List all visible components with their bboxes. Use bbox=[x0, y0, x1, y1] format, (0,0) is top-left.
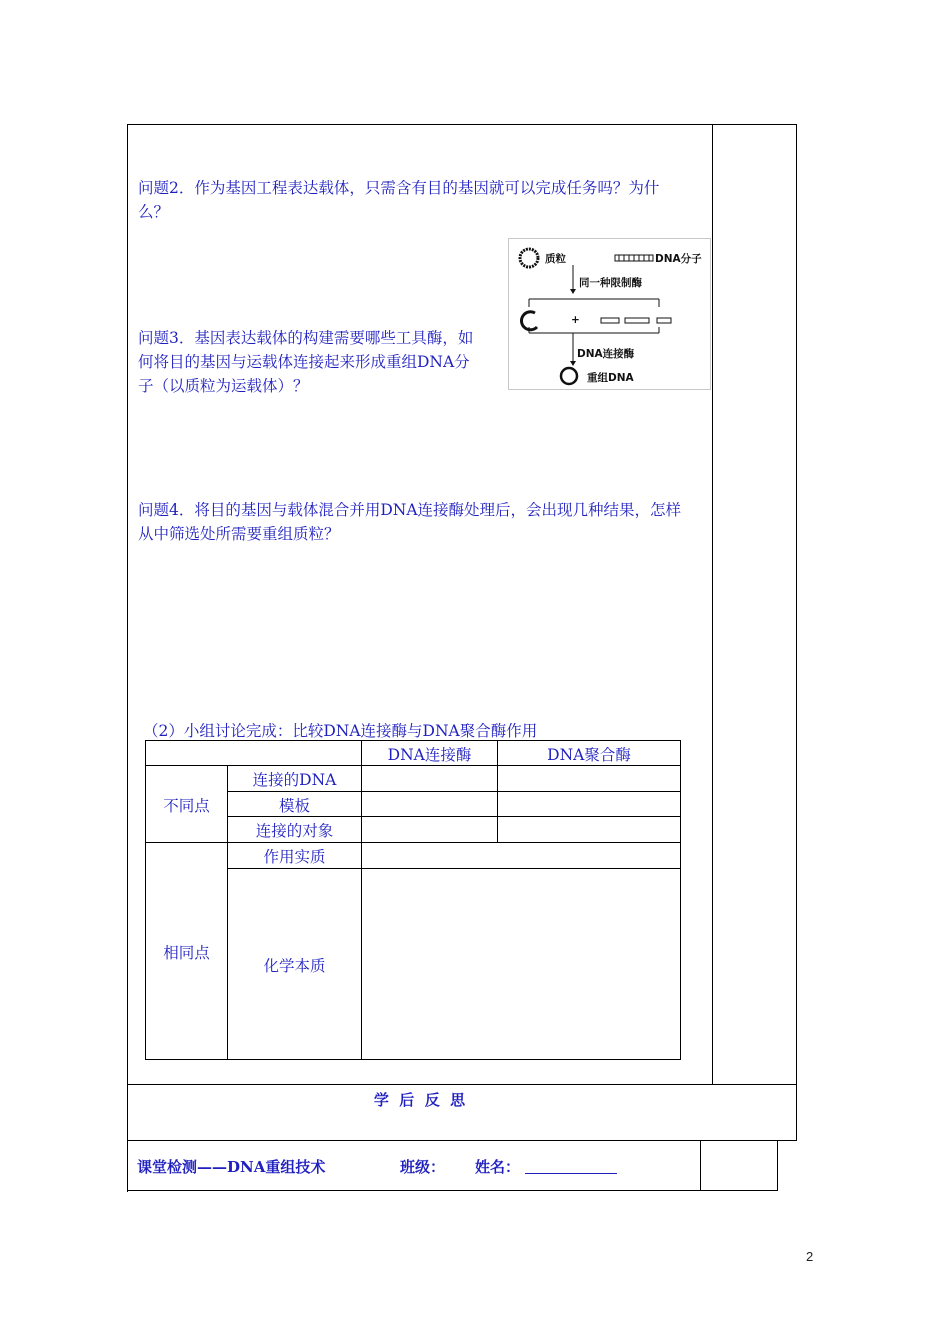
name-label: 姓名： bbox=[475, 1158, 521, 1176]
table-h-3 bbox=[227, 816, 681, 817]
diff-row-dna: 连接的DNA bbox=[252, 771, 337, 789]
class-label: 班级： bbox=[400, 1158, 446, 1176]
table-h-bottom bbox=[145, 1059, 681, 1060]
dna-molecule-label: DNA分子 bbox=[655, 253, 702, 265]
diff-group-label: 不同点 bbox=[163, 797, 210, 815]
ligase-label: DNA连接酶 bbox=[577, 348, 635, 360]
header-ligase: DNA连接酶 bbox=[387, 746, 472, 764]
table-h-1 bbox=[145, 765, 681, 766]
table-v-right bbox=[680, 740, 681, 1060]
restriction-enzyme-label: 同一种限制酶 bbox=[579, 277, 642, 289]
quiz-bottom bbox=[127, 1190, 778, 1191]
table-h-5 bbox=[227, 868, 681, 869]
frame-right bbox=[796, 124, 797, 1141]
recombinant-dna-diagram bbox=[508, 238, 711, 390]
table-h-top bbox=[145, 740, 681, 741]
table-v-2 bbox=[361, 740, 362, 1060]
diff-row-template: 模板 bbox=[278, 797, 310, 815]
header-polymerase: DNA聚合酶 bbox=[547, 746, 631, 764]
plus-sign: + bbox=[571, 314, 580, 326]
frame-top bbox=[127, 124, 797, 125]
quiz-inner-divider bbox=[700, 1140, 701, 1191]
question-3-line-1: 问题3．基因表达载体的构建需要哪些工具酶，如 bbox=[138, 329, 474, 347]
frame-divider-reflection bbox=[127, 1084, 797, 1085]
reflection-title: 学 后 反 思 bbox=[373, 1091, 466, 1109]
frame-divider-quiz bbox=[127, 1140, 797, 1141]
recombinant-dna-label: 重组DNA bbox=[587, 372, 634, 384]
same-row-chemical: 化学本质 bbox=[263, 957, 326, 975]
frame-left bbox=[127, 124, 128, 1192]
name-underline[interactable] bbox=[525, 1173, 617, 1174]
question-4-line-1: 问题4．将目的基因与载体混合并用DNA连接酶处理后，会出现几种结果，怎样 bbox=[138, 501, 682, 519]
same-group-label: 相同点 bbox=[163, 944, 210, 962]
frame-inner-right bbox=[712, 124, 713, 1085]
table-h-4 bbox=[145, 842, 681, 843]
question-3-line-2: 何将目的基因与运载体连接起来形成重组DNA分 bbox=[138, 353, 470, 371]
question-2-line-1: 问题2．作为基因工程表达载体，只需含有目的基因就可以完成任务吗？为什 bbox=[138, 179, 660, 197]
quiz-title: 课堂检测——DNA重组技术 bbox=[137, 1158, 326, 1176]
table-v-left bbox=[145, 740, 146, 1060]
discussion-title: （2）小组讨论完成：比较DNA连接酶与DNA聚合酶作用 bbox=[143, 722, 538, 740]
quiz-right bbox=[777, 1140, 778, 1191]
table-h-2 bbox=[227, 791, 681, 792]
question-4-line-2: 从中筛选处所需要重组质粒？ bbox=[138, 525, 340, 543]
same-row-essence: 作用实质 bbox=[263, 848, 326, 866]
diff-row-object: 连接的对象 bbox=[255, 822, 334, 840]
question-3-line-3: 子（以质粒为运载体）？ bbox=[138, 377, 309, 395]
plasmid-label: 质粒 bbox=[545, 253, 566, 265]
question-2-line-2: 么？ bbox=[138, 203, 170, 221]
page-number: 2 bbox=[806, 1249, 814, 1264]
